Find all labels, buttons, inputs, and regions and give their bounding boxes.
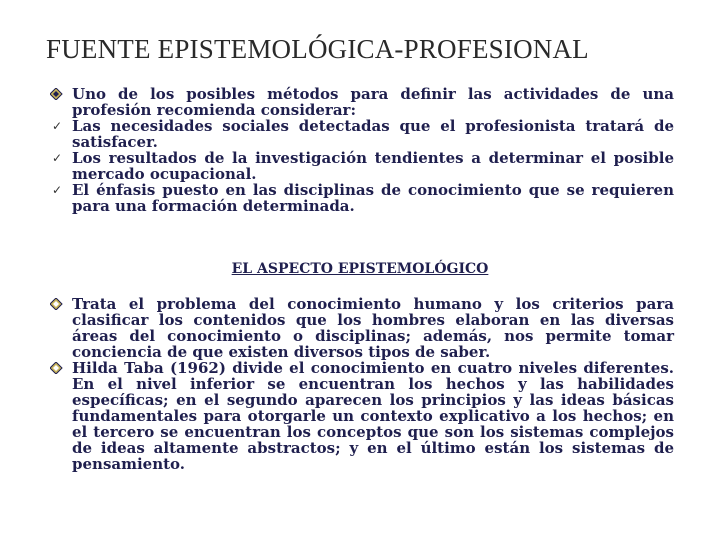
diamond-bullet-icon: [50, 298, 64, 310]
check-icon: ✓: [52, 119, 63, 133]
list-item: [50, 182, 674, 214]
check-icon: ✓: [52, 183, 63, 197]
diamond-bullet-icon: [50, 88, 64, 100]
list-item: [50, 360, 674, 472]
check-item-text: El énfasis puesto en las disciplinas de conocimiento que se requieren para una formación determinada.: [72, 181, 674, 215]
diamond-bullet-icon: [50, 362, 64, 374]
list-item: [50, 150, 674, 182]
intro-text: Uno de los posibles métodos para definir las actividades de una profesión recomienda considerar:: [72, 85, 674, 119]
list-item: [50, 296, 674, 360]
check-item-text: Los resultados de la investigación tendientes a determinar el posible mercado ocupacional.: [72, 149, 674, 183]
section-epistemology: [50, 296, 674, 472]
section-subheading: EL ASPECTO EPISTEMOLÓGICO: [231, 261, 489, 277]
list-item: [50, 118, 674, 150]
check-item-text: Las necesidades sociales detectadas que el profesionista tratará de satisfacer.: [72, 117, 674, 151]
section-methods: [50, 86, 674, 214]
check-icon: ✓: [52, 151, 63, 165]
list-item: [50, 86, 674, 118]
page-title: FUENTE EPISTEMOLÓGICA-PROFESIONAL: [46, 34, 589, 64]
bullet-text: Trata el problema del conocimiento humano y los criterios para clasificar los contenidos que los hombres elaboran en las diversas áreas del conocimiento o disciplinas; además, nos permite tomar conciencia de que existen diversos tipos de saber.: [72, 295, 674, 361]
bullet-text: Hilda Taba (1962) divide el conocimiento en cuatro niveles diferentes. En el nivel inferior se encuentran los hechos y las habilidades específicas; en el segundo aparecen los principios y las ideas básicas fundamentales para otorgarle un contexto explicativo a los hechos; en el tercero se encuentran los conceptos que son los sistemas complejos de ideas altamente abstractos; y en el último están los sistemas de pensamiento.: [72, 359, 674, 473]
